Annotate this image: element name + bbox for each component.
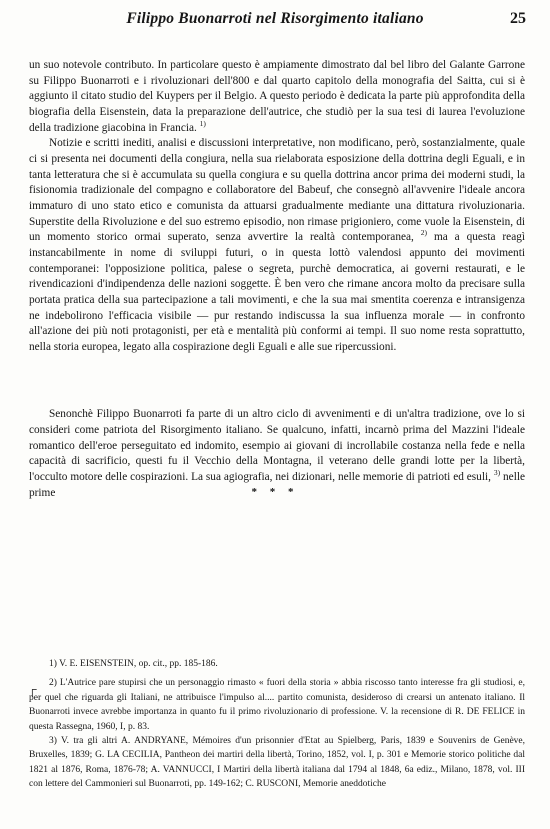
footnote-3: 3) V. tra gli altri A. ANDRYANE, Mémoires d'un prisonnier d'Etat au Spielberg, Paris, 1839 e Souvenirs de Genève, Bruxelles, 1839; G. LA CECILIA, Pantheon dei martiri della libertà, Torino, 1852, vol. I, p. 301 e Memorie storico politiche dal 1821 al 1876, Roma, 1876-78; A. VANNUCCI, I Martiri della libertà italiana dal 1794 al 1848, 6a ediz., Milano, 1878, vol. III con lettere del Cammonieri sul Buonarroti, pp. 149-162; C. RUSCONI, Memorie aneddotiche (29, 736, 525, 790)
running-title: Filippo Buonarroti nel Risorgimento italiano (126, 10, 424, 27)
margin-mark: ┌ (28, 682, 37, 696)
footnotes (29, 657, 525, 792)
page-header (0, 10, 550, 34)
footnote-2: 2) L'Autrice pare stupirsi che un personaggio rimasto « fuori della storia » abbia riscosso tanto interesse fra gli studiosi, e, per quel che riguarda gli Italiani, ne attribuisce l'impulso al.... partito comunista, desideroso di crearsi un antenato italiano. Il Buonarroti invece avrebbe importanza in quanto fu il primo rivoluzionario di professione. V. la recensione di R. DE FELICE in questa Rassegna, 1960, I, p. 83. (29, 678, 525, 732)
paragraph-2-text-b: ma a questa reagì instancabilmente in nome di sviluppi futuri, o in questa lottò valendosi appunto dei movimenti contemporanei: l'opposizione politica, palese o segreta, purchè democratica, ai governi restaurati, e le rivendicazioni d'indipendenza delle nazioni soggette. È ben vero che rimane ancora molto da precisare sulla portata pratica della sua partecipazione a tali movimenti, e che la sua mai smentita coerenza e intransigenza ne indebolirono l'efficacia visibile — pur restando indiscussa la sua influenza morale — in confronto all'azione dei più noti protagonisti, per età e mentalità più conformi ai tempi. Il suo nome resta soprattutto, nella storia europea, legato alla cospirazione degli Eguali e alle sue ripercussioni. (29, 231, 525, 353)
page-number: 25 (510, 10, 526, 27)
paragraph-2-text-a: Notizie e scritti inediti, analisi e discussioni interpretative, non modificano, però, sostanzialmente, quale ci si presenta nei documenti della congiura, nella sua rielaborata esposizione della dottrina degli Eguali, e in tanta letteratura che si è accumulata su quella congiura e su quella dottrina ancor prima dei moderni studi, la fisionomia tradizionale del compagno e collaboratore del Babeuf, che consegnò all'avvenire l'ideale ancora immaturo di uno stato etico e comunista da attuarsi gradualmente mediante una dittatura rivoluzionaria. Superstite della Rivoluzione e del suo estremo episodio, non rimase prigioniero, come vuole la Eisenstein, di un momento storico ormai superato, senza avvertire la realtà contemporanea, (29, 137, 525, 244)
footnote-ref-2: 2) (420, 228, 428, 238)
paragraph-1 (29, 58, 525, 136)
footnote-1: 1) V. E. EISENSTEIN, op. cit., pp. 185-186. (49, 659, 218, 669)
footnote-ref-1: 1) (199, 118, 206, 128)
paragraph-3-text-end: nelle prime (29, 471, 525, 499)
body-text (29, 58, 525, 501)
paragraph-1-text: un suo notevole contributo. In particolare questo è ampiamente dimostrato dal bel libro del Galante Garrone su Filippo Buonarroti e i rivoluzionari dell'800 e dal quarto capitolo della monografia del Saitta, cui si è aggiunto il citato studio del Kuypers per il Belgio. A questo periodo è dedicata la parte più approfondita della biografia della Eisenstein, data la preparazione dell'autrice, che studiò per la sua tesi di laurea l'evoluzione della tradizione giacobina in Francia. (29, 59, 525, 134)
paragraph-2 (29, 136, 525, 355)
paragraph-3-text: Senonchè Filippo Buonarroti fa parte di un altro ciclo di avvenimenti e di un'altra tradizione, ove lo si consideri come patriota del Risorgimento italiano. Se qualcuno, infatti, incarnò prima del Mazzini l'ideale romantico dell'eroe perseguitato ed indomito, esempio ai giovani di incrollabile costanza nella fede e nella capacità di sacrificio, questi fu il Vecchio della Montagna, il veterano delle grandi lotte per la libertà, l'occulto motore delle cospirazioni. La sua agiografia, nei dizionari, nelle memorie di patrioti ed esuli, (29, 408, 525, 484)
footnote-ref-3: 3) (493, 468, 501, 478)
section-separator: * * * (251, 486, 299, 498)
